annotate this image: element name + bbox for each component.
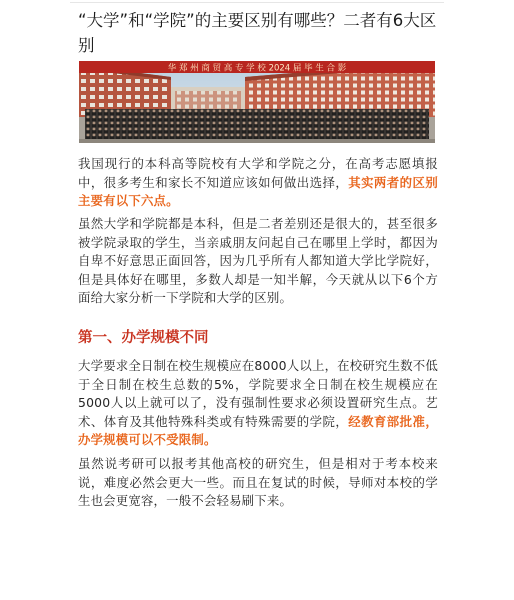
section-heading-scale: 第一、办学规模不同: [78, 330, 209, 346]
section-paragraph-1-highlight: 经教育部批准，办学规模可以不受限制。: [78, 413, 438, 448]
intro-paragraph: [78, 155, 438, 211]
section-paragraph-1: [78, 357, 438, 450]
section-paragraph-1-text: 大学要求全日制在校生规模应在8000人以上，在校研究生数不低于全日制在校生总数的5%，学院要求全日制在校生规模应在5000人以上就可以了，没有强制性要求必须设置研究生点。艺术、体育及其他特殊科类或有特殊需要的学院，: [78, 358, 438, 429]
graduation-group-photo: [79, 61, 435, 143]
body-paragraph-2: 虽然大学和学院都是本科，但是二者差别还是很大的，甚至很多被学院录取的学生，当亲戚朋友问起自己在哪里上学时，都因为自卑不好意思正面回答，因为几乎所有人都知道大学比学院好，但是具体好在哪里，多数人却是一知半解，今天就从以下6个方面给大家分析一下学院和大学的区别。: [78, 216, 438, 306]
section-paragraph-2: 虽然说考研可以报考其他高校的研究生，但是相对于考本校来说，难度必然会更大一些。而且在复试的时候，导师对本校的学生也会更宽容，一般不会轻易刷下来。: [78, 456, 438, 509]
article-title: “大学”和“学院”的主要区别有哪些？二者有6大区别: [78, 11, 437, 55]
banner-text: 华 郑 州 商 贸 高 专 学 校 2024 届 毕 生 合 影: [167, 63, 347, 74]
intro-highlight: 其实两者的区别主要有以下六点。: [78, 174, 438, 209]
page-top-divider: [70, 2, 444, 3]
intro-text: 我国现行的本科高等院校有大学和学院之分，在高考志愿填报中，很多考生和家长不知道应该如何做出选择，: [78, 156, 438, 190]
